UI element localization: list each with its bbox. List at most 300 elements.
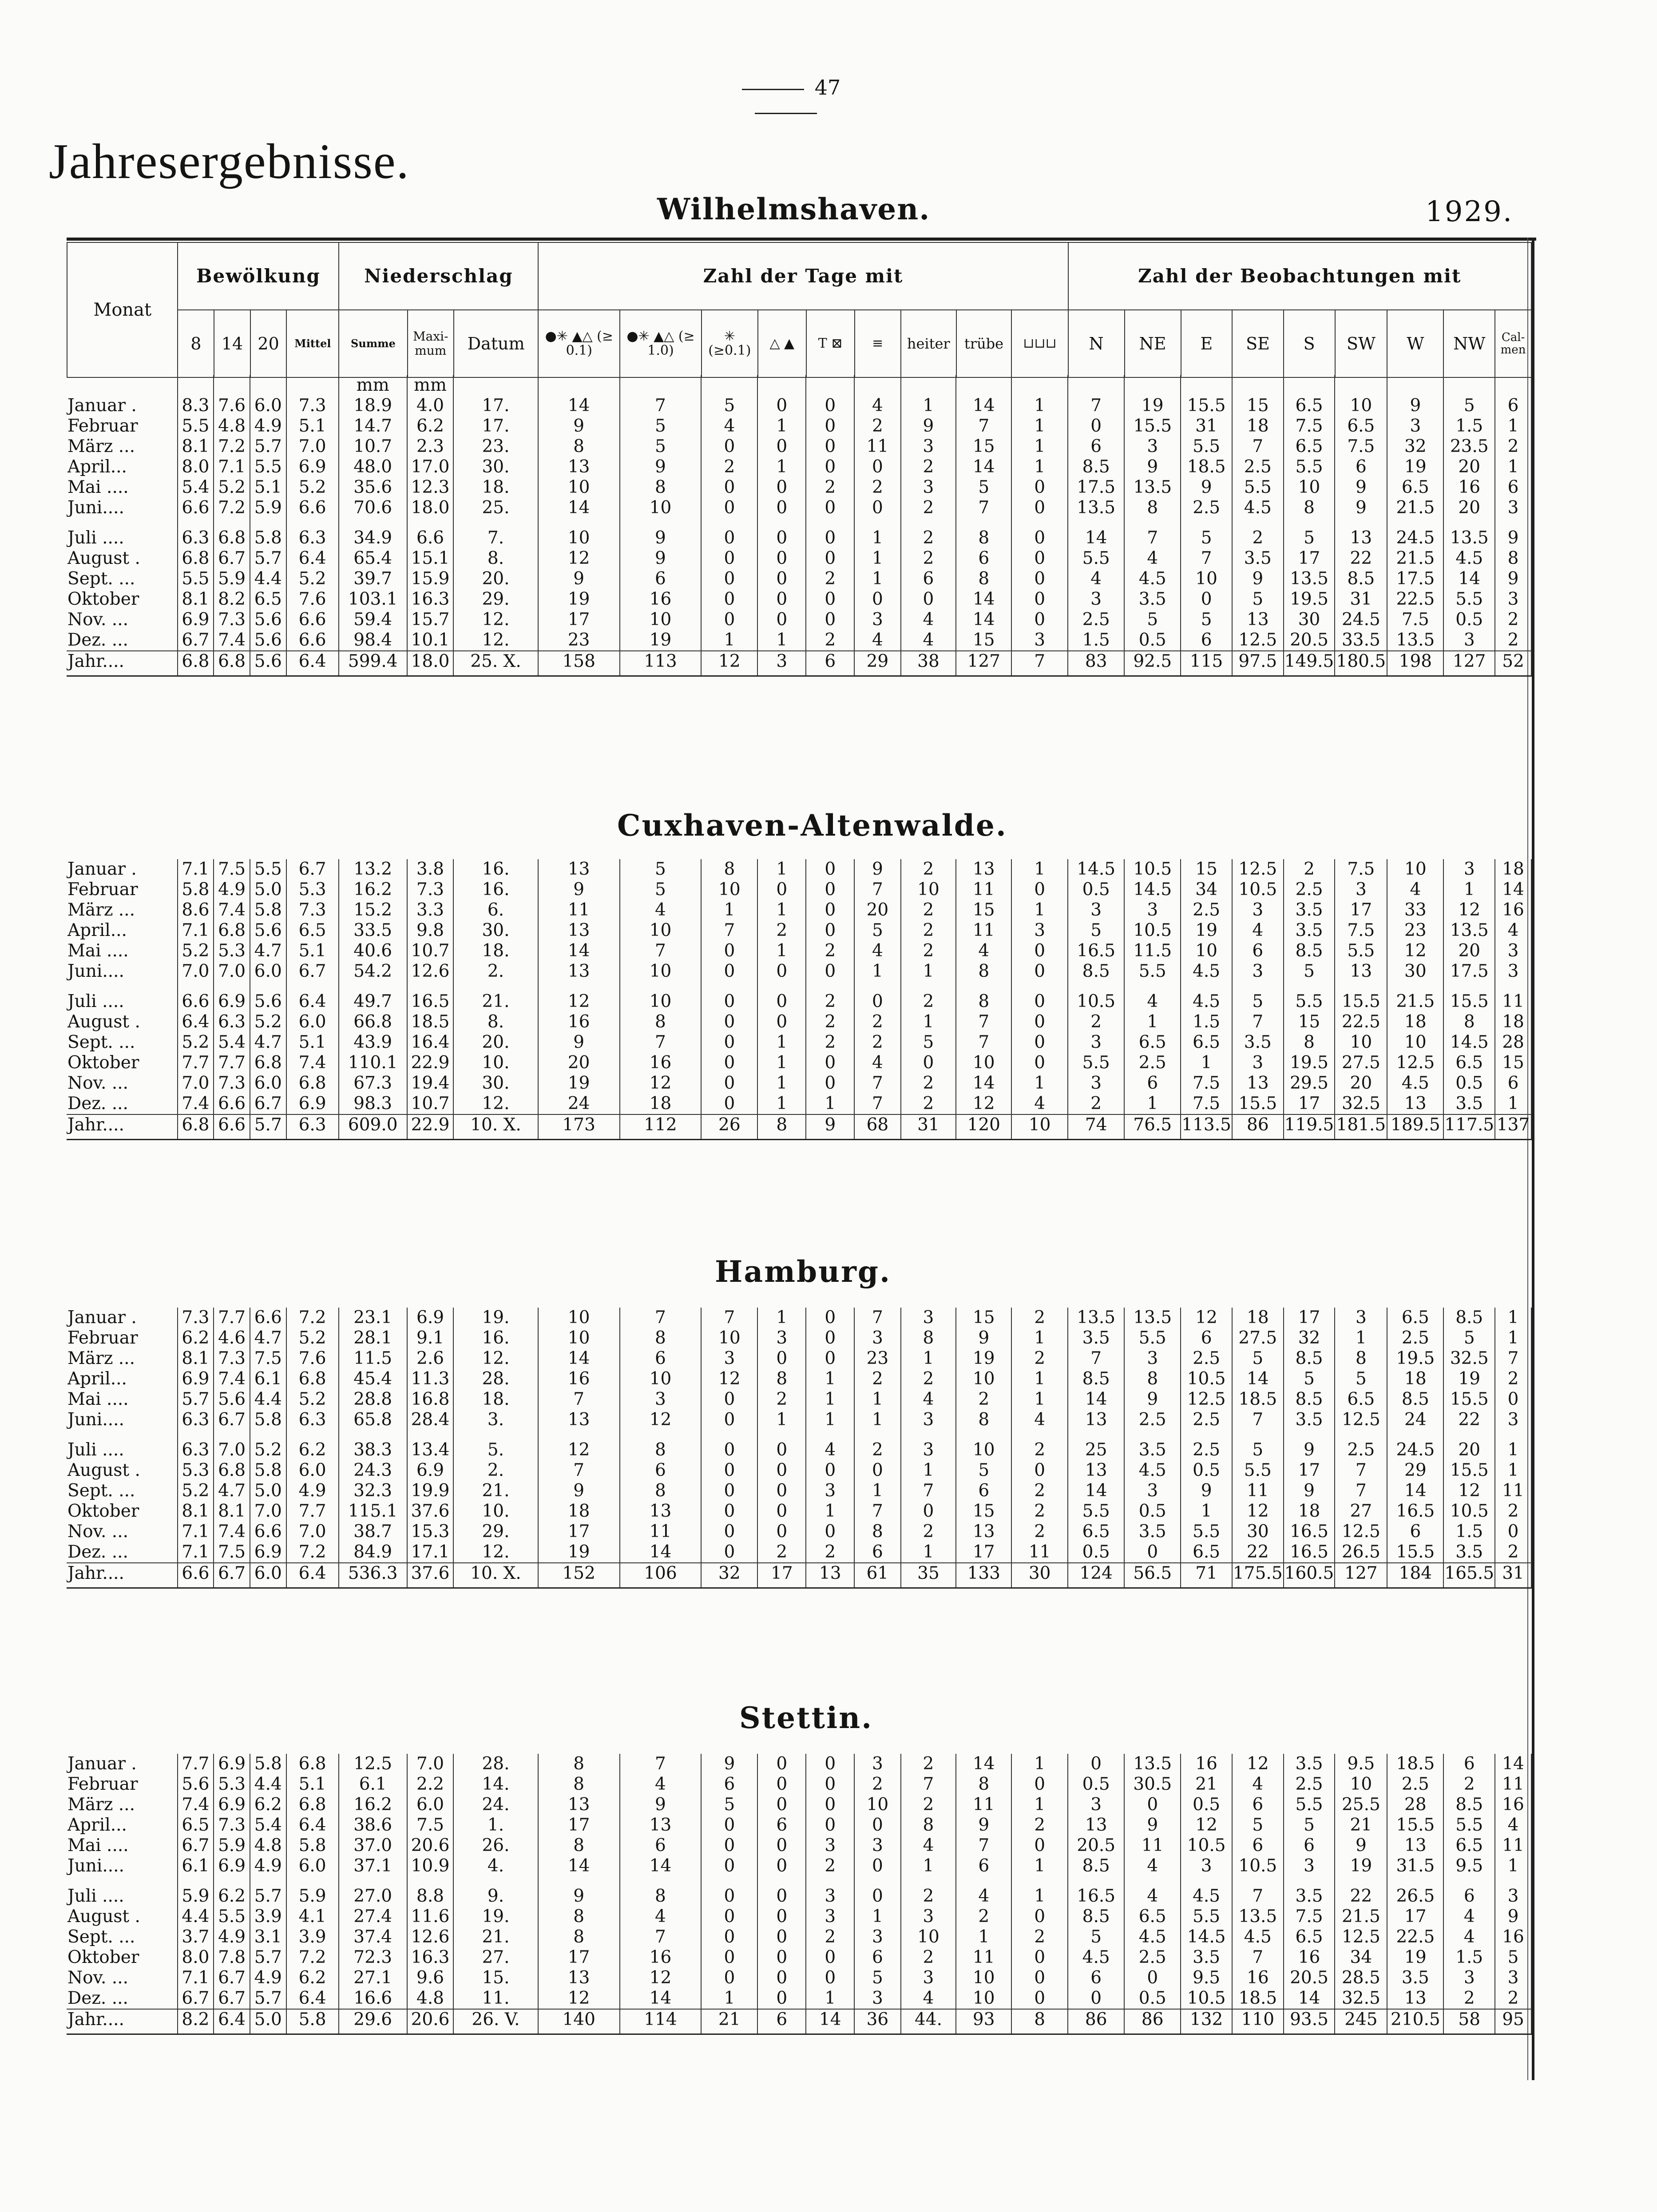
table-cell: 7 bbox=[956, 498, 1011, 518]
table-cell: 5.5 bbox=[178, 416, 214, 436]
table-cell: 0 bbox=[757, 1835, 806, 1856]
table-cell: 2 bbox=[1495, 1988, 1531, 2009]
table-cell: 11 bbox=[1011, 1542, 1068, 1563]
table-cell: 4.7 bbox=[250, 941, 286, 961]
table-cell: 18 bbox=[1284, 1501, 1335, 1522]
table-cell: 4.7 bbox=[250, 1328, 286, 1348]
table-row bbox=[67, 610, 1531, 630]
table-cell: 5 bbox=[1495, 1947, 1531, 1968]
table-cell: 0 bbox=[757, 1947, 806, 1968]
table-cell: 7.7 bbox=[286, 1501, 339, 1522]
table-cell: 4 bbox=[1011, 1094, 1068, 1114]
table-cell: 115.1 bbox=[339, 1501, 407, 1522]
table-cell: 13 bbox=[538, 1968, 620, 1988]
table-cell: 11 bbox=[956, 920, 1011, 941]
table-cell: 4 bbox=[1068, 569, 1124, 589]
table-cell: 2 bbox=[806, 477, 854, 498]
table-cell: 6.5 bbox=[178, 1815, 214, 1835]
table-cell: 7 bbox=[1335, 1460, 1387, 1481]
table-row bbox=[67, 1053, 1531, 1073]
table-cell: 20 bbox=[1443, 1440, 1495, 1460]
table-cell: 11 bbox=[1124, 1835, 1181, 1856]
month-label: Oktober bbox=[67, 589, 178, 610]
table-cell: 27.4 bbox=[339, 1907, 407, 1927]
table-cell: 1 bbox=[701, 630, 757, 651]
table-cell: 1. bbox=[453, 1815, 538, 1835]
month-label: Juli .... bbox=[67, 991, 178, 1012]
table-row bbox=[67, 630, 1531, 651]
table-cell: 5.7 bbox=[250, 1114, 286, 1135]
header-t-heiter: heiter bbox=[901, 310, 956, 377]
table-cell: 25. bbox=[453, 498, 538, 518]
table-cell: 0 bbox=[1011, 1774, 1068, 1795]
month-label: Juli .... bbox=[67, 528, 178, 548]
table-cell: 6.3 bbox=[178, 528, 214, 548]
table-cell: 8 bbox=[538, 1754, 620, 1774]
table-cell: 5 bbox=[1068, 920, 1124, 941]
table-cell: 48.0 bbox=[339, 457, 407, 477]
table-cell: 28.8 bbox=[339, 1389, 407, 1410]
table-cell: 23. bbox=[453, 436, 538, 457]
table-cell: 5.8 bbox=[250, 900, 286, 920]
table-cell: 38 bbox=[901, 651, 956, 672]
month-label: Nov. ... bbox=[67, 610, 178, 630]
table-cell: 12 bbox=[701, 1369, 757, 1389]
table-cell: 6.6 bbox=[178, 1563, 214, 1584]
units-row bbox=[67, 375, 1531, 396]
table-cell: 0 bbox=[854, 1856, 900, 1876]
table-cell: 0.5 bbox=[1068, 880, 1124, 900]
table-cell: 2 bbox=[901, 859, 956, 880]
table-cell: 3 bbox=[620, 1389, 702, 1410]
table-cell: 0 bbox=[701, 528, 757, 548]
table-cell: 14.5 bbox=[1181, 1927, 1232, 1947]
table-cell: 5.7 bbox=[178, 1389, 214, 1410]
table-cell: 5.0 bbox=[250, 1481, 286, 1501]
table-cell: 4.9 bbox=[214, 880, 250, 900]
table-cell: 16.3 bbox=[407, 589, 453, 610]
table-cell: 6.6 bbox=[250, 1522, 286, 1542]
table-cell: 2 bbox=[1011, 1522, 1068, 1542]
table-cell: 3 bbox=[806, 1835, 854, 1856]
table-cell: 1.5 bbox=[1068, 630, 1124, 651]
table-cell: 6.7 bbox=[214, 1563, 250, 1584]
header-w-ne: NE bbox=[1125, 310, 1181, 377]
month-label: Februar bbox=[67, 416, 178, 436]
table-cell: 19.5 bbox=[1284, 1053, 1335, 1073]
table-cell: 5.6 bbox=[250, 651, 286, 672]
header-t-sturm: ⊔⊔⊔ bbox=[1011, 310, 1068, 377]
header-t-niederschlag-10: ●✳ ▲△ (≥ 1.0) bbox=[620, 310, 702, 377]
table-cell: 22 bbox=[1335, 548, 1387, 569]
table-cell: 4 bbox=[901, 630, 956, 651]
table-cell: 0 bbox=[1124, 1795, 1181, 1815]
table-cell: 8 bbox=[956, 569, 1011, 589]
table-cell: 7 bbox=[1495, 1348, 1531, 1369]
table-cell: 0 bbox=[1011, 528, 1068, 548]
table-cell: 8.1 bbox=[214, 1501, 250, 1522]
table-cell: 1 bbox=[854, 528, 900, 548]
table-cell: 1 bbox=[1335, 1328, 1387, 1348]
table-cell: 4 bbox=[806, 1440, 854, 1460]
table-row bbox=[67, 1835, 1531, 1856]
table-cell: 2 bbox=[901, 1795, 956, 1815]
table-cell: 1 bbox=[1495, 1308, 1531, 1328]
month-label: Mai .... bbox=[67, 477, 178, 498]
month-label: August . bbox=[67, 1907, 178, 1927]
table-cell: 3 bbox=[854, 1927, 900, 1947]
table-cell: 13.5 bbox=[1443, 528, 1495, 548]
table-cell: 4 bbox=[1232, 1774, 1284, 1795]
table-cell: 5.5 bbox=[1335, 941, 1387, 961]
page-number bbox=[693, 75, 879, 123]
table-row bbox=[67, 920, 1531, 941]
table-cell: 6.0 bbox=[407, 1795, 453, 1815]
table-cell: 6.5 bbox=[250, 589, 286, 610]
header-w-e: E bbox=[1181, 310, 1233, 377]
table-cell: 6 bbox=[1495, 477, 1531, 498]
table-cell: 5.9 bbox=[286, 1886, 339, 1907]
table-cell: 17 bbox=[1284, 1094, 1335, 1114]
table-cell: 8 bbox=[956, 1774, 1011, 1795]
table-cell: 4.8 bbox=[214, 416, 250, 436]
table-cell: 4 bbox=[1124, 1886, 1181, 1907]
table-cell: 2 bbox=[757, 920, 806, 941]
table-cell: 0 bbox=[757, 436, 806, 457]
table-cell: 27. bbox=[453, 1947, 538, 1968]
table-cell: 12 bbox=[1181, 1308, 1232, 1328]
table-cell: 16.2 bbox=[339, 880, 407, 900]
table-end bbox=[67, 672, 1531, 676]
table-cell: 3.5 bbox=[1124, 1440, 1181, 1460]
annual-row bbox=[67, 651, 1531, 672]
month-label: August . bbox=[67, 548, 178, 569]
table-cell: 3 bbox=[1068, 900, 1124, 920]
table-cell: 5.9 bbox=[250, 498, 286, 518]
table-cell: 2 bbox=[1284, 859, 1335, 880]
table-cell: 20. bbox=[453, 1032, 538, 1053]
table-cell: 7.4 bbox=[286, 1053, 339, 1073]
table-cell: 0 bbox=[806, 1522, 854, 1542]
table-cell: 20.6 bbox=[407, 2009, 453, 2030]
table-cell: 1 bbox=[757, 859, 806, 880]
month-label: Februar bbox=[67, 1774, 178, 1795]
table-cell: 1 bbox=[1495, 457, 1531, 477]
table-cell: 5.5 bbox=[1443, 589, 1495, 610]
table-cell: 2.5 bbox=[1284, 880, 1335, 900]
table-cell: 7.3 bbox=[286, 900, 339, 920]
table-cell: 6.5 bbox=[1068, 1522, 1124, 1542]
table-cell: 0 bbox=[1011, 1835, 1068, 1856]
table-cell: 7.5 bbox=[250, 1348, 286, 1369]
table-cell: 1 bbox=[1495, 1440, 1531, 1460]
table-cell: 5.2 bbox=[286, 1328, 339, 1348]
table-cell: 2 bbox=[1011, 1501, 1068, 1522]
table-cell: 2.5 bbox=[1124, 1947, 1181, 1968]
month-label: Oktober bbox=[67, 1053, 178, 1073]
table-cell: 1 bbox=[1181, 1501, 1232, 1522]
table-cell: 12.5 bbox=[1387, 1053, 1443, 1073]
table-cell: 13.5 bbox=[1068, 498, 1124, 518]
table-cell: 93 bbox=[956, 2009, 1011, 2030]
table-cell: 2 bbox=[1011, 1481, 1068, 1501]
table-cell: 5.6 bbox=[250, 920, 286, 941]
table-cell: 15 bbox=[956, 436, 1011, 457]
table-cell: 10.5 bbox=[1181, 1988, 1232, 2009]
table-cell: 4 bbox=[956, 941, 1011, 961]
table-cell: 6.9 bbox=[178, 610, 214, 630]
table-cell: 0 bbox=[1495, 1522, 1531, 1542]
table-cell: 27.0 bbox=[339, 1886, 407, 1907]
table-cell: 5.8 bbox=[250, 528, 286, 548]
table-cell: 6.5 bbox=[1181, 1032, 1232, 1053]
table-cell: 0 bbox=[757, 610, 806, 630]
table-cell: 0 bbox=[806, 1795, 854, 1815]
table-cell: 9 bbox=[1124, 1389, 1181, 1410]
table-cell: 10 bbox=[620, 991, 702, 1012]
table-row bbox=[67, 477, 1531, 498]
table-cell: 113 bbox=[620, 651, 702, 672]
table-cell: 10 bbox=[538, 477, 620, 498]
table-cell: 6.2 bbox=[250, 1795, 286, 1815]
table-cell: 6.7 bbox=[178, 630, 214, 651]
table-cell: 5 bbox=[620, 436, 702, 457]
table-cell: 1 bbox=[1495, 1094, 1531, 1114]
table-cell: 24.5 bbox=[1335, 610, 1387, 630]
table-row bbox=[67, 1754, 1531, 1774]
table-cell: 0 bbox=[701, 1094, 757, 1114]
table-cell: 93.5 bbox=[1284, 2009, 1335, 2030]
table-cell: 10 bbox=[956, 1440, 1011, 1460]
table-cell: 9 bbox=[620, 457, 702, 477]
table-cell: 1 bbox=[757, 1308, 806, 1328]
table-cell: 7 bbox=[538, 1389, 620, 1410]
table-cell: 149.5 bbox=[1284, 651, 1335, 672]
table-cell: 13 bbox=[956, 1522, 1011, 1542]
table-cell: 11.5 bbox=[339, 1348, 407, 1369]
table-cell: 210.5 bbox=[1387, 2009, 1443, 2030]
table-row bbox=[67, 1927, 1531, 1947]
table-cell: 5 bbox=[1232, 1815, 1284, 1835]
table-cell: 12. bbox=[453, 1094, 538, 1114]
table-cell: 0 bbox=[1011, 1988, 1068, 2009]
header-n-datum: Datum bbox=[454, 310, 539, 377]
table-cell: 7 bbox=[620, 396, 702, 416]
table-cell: 5.1 bbox=[286, 941, 339, 961]
table-cell: 5.5 bbox=[1181, 1522, 1232, 1542]
table-cell: 27.5 bbox=[1335, 1053, 1387, 1073]
table-cell: 8.5 bbox=[1068, 1369, 1124, 1389]
table-cell: 4 bbox=[901, 610, 956, 630]
table-cell: 10 bbox=[854, 1795, 900, 1815]
table-cell: 6.3 bbox=[178, 1440, 214, 1460]
table-cell: 1 bbox=[956, 1927, 1011, 1947]
table-cell: 7.4 bbox=[178, 1795, 214, 1815]
table-cell: 43.9 bbox=[339, 1032, 407, 1053]
table-cell: 8.5 bbox=[1443, 1795, 1495, 1815]
table-row bbox=[67, 1968, 1531, 1988]
table-cell: 2 bbox=[901, 941, 956, 961]
table-cell: 2.5 bbox=[1232, 457, 1284, 477]
table-cell: 12 bbox=[620, 1073, 702, 1094]
table-cell: 6.8 bbox=[178, 548, 214, 569]
table-cell: 8 bbox=[538, 1835, 620, 1856]
table-cell: 24 bbox=[538, 1094, 620, 1114]
table-cell: 2.5 bbox=[1284, 1774, 1335, 1795]
table-cell: 6.7 bbox=[214, 548, 250, 569]
table-row bbox=[67, 1440, 1531, 1460]
table-cell: 13.5 bbox=[1124, 1308, 1181, 1328]
table-cell: 5.9 bbox=[214, 569, 250, 589]
table-cell: 0 bbox=[701, 436, 757, 457]
table-cell: 7.2 bbox=[286, 1542, 339, 1563]
table-cell: 6.8 bbox=[286, 1754, 339, 1774]
table-cell: 6.9 bbox=[407, 1460, 453, 1481]
table-cell: 0 bbox=[1068, 1754, 1124, 1774]
table-cell: 1 bbox=[1495, 1460, 1531, 1481]
table-cell: 9 bbox=[1124, 457, 1181, 477]
table-cell: 1 bbox=[1011, 1328, 1068, 1348]
table-cell: 4.0 bbox=[407, 396, 453, 416]
table-cell: 0 bbox=[1011, 941, 1068, 961]
table-cell: 71 bbox=[1181, 1563, 1232, 1584]
table-cell: 12 bbox=[538, 1988, 620, 2009]
table-cell: 16 bbox=[1495, 1927, 1531, 1947]
table-cell: 9 bbox=[620, 528, 702, 548]
table-cell: 0 bbox=[806, 920, 854, 941]
table-cell: 6 bbox=[620, 569, 702, 589]
table-cell: 5.4 bbox=[178, 477, 214, 498]
table-cell: 113.5 bbox=[1181, 1114, 1232, 1135]
table-cell: 86 bbox=[1124, 2009, 1181, 2030]
table-cell: 21.5 bbox=[1387, 498, 1443, 518]
table-cell: 13.5 bbox=[1284, 569, 1335, 589]
table-cell: 14 bbox=[956, 610, 1011, 630]
annual-row bbox=[67, 1563, 1531, 1584]
table-cell: 8 bbox=[1495, 548, 1531, 569]
table-cell: 3 bbox=[1011, 630, 1068, 651]
table-row bbox=[67, 1522, 1531, 1542]
table-cell: 3.5 bbox=[1284, 1754, 1335, 1774]
table-cell: 17 bbox=[1284, 1460, 1335, 1481]
table-row bbox=[67, 498, 1531, 518]
table-cell: 5.5 bbox=[1181, 1907, 1232, 1927]
table-cell: 5 bbox=[1181, 528, 1232, 548]
table-cell: 83 bbox=[1068, 651, 1124, 672]
table-cell: 14.7 bbox=[339, 416, 407, 436]
table-cell: 27 bbox=[1335, 1501, 1387, 1522]
table-cell: 0 bbox=[701, 1927, 757, 1947]
table-cell: 8. bbox=[453, 548, 538, 569]
table-cell: 103.1 bbox=[339, 589, 407, 610]
table-cell: 7 bbox=[1335, 1481, 1387, 1501]
table-cell: 18.5 bbox=[1387, 1754, 1443, 1774]
table-cell: 2 bbox=[1495, 610, 1531, 630]
table-cell: 22.9 bbox=[407, 1114, 453, 1135]
table-cell: 29 bbox=[854, 651, 900, 672]
table-cell: 16. bbox=[453, 1328, 538, 1348]
table-cell: 10 bbox=[1011, 1114, 1068, 1135]
table-cell: 1 bbox=[1011, 1389, 1068, 1410]
table-cell: 2 bbox=[1495, 1501, 1531, 1522]
table-cell: 0 bbox=[806, 1774, 854, 1795]
table-cell: 23 bbox=[538, 630, 620, 651]
table-cell: 0 bbox=[806, 396, 854, 416]
table-cell: 8 bbox=[620, 477, 702, 498]
table-cell: 5.8 bbox=[250, 1754, 286, 1774]
table-cell: 6.9 bbox=[407, 1308, 453, 1328]
table-cell: 6.4 bbox=[178, 1012, 214, 1032]
table-cell: 2 bbox=[806, 1856, 854, 1876]
table-cell: 0 bbox=[806, 610, 854, 630]
table-cell: 7 bbox=[538, 1460, 620, 1481]
table-cell: 7.0 bbox=[214, 1440, 250, 1460]
table-cell: 2.5 bbox=[1124, 1410, 1181, 1430]
table-cell: 5.8 bbox=[178, 880, 214, 900]
table-cell: 10 bbox=[538, 1328, 620, 1348]
table-cell: 2 bbox=[901, 1094, 956, 1114]
table-cell: 17.5 bbox=[1387, 569, 1443, 589]
table-cell: 4 bbox=[956, 1886, 1011, 1907]
table-cell: 14 bbox=[1068, 1389, 1124, 1410]
table-cell: 5 bbox=[956, 477, 1011, 498]
table-cell: 2.5 bbox=[1335, 1440, 1387, 1460]
month-label: April... bbox=[67, 1369, 178, 1389]
table-cell: 9 bbox=[538, 1032, 620, 1053]
table-cell: 2 bbox=[701, 457, 757, 477]
table-cell: 124 bbox=[1068, 1563, 1124, 1584]
table-cell: 13 bbox=[1232, 610, 1284, 630]
table-cell: 10.5 bbox=[1124, 920, 1181, 941]
table-cell: 5.8 bbox=[250, 1410, 286, 1430]
table-cell: 0 bbox=[806, 1815, 854, 1835]
table-cell: 5.5 bbox=[1181, 436, 1232, 457]
table-cell: 45.4 bbox=[339, 1369, 407, 1389]
table-cell: 152 bbox=[538, 1563, 620, 1584]
table-cell: 95 bbox=[1495, 2009, 1531, 2030]
table-cell: 37.1 bbox=[339, 1856, 407, 1876]
table-cell: 8 bbox=[538, 1774, 620, 1795]
table-cell: 0 bbox=[1124, 1968, 1181, 1988]
table-cell: 2 bbox=[1443, 1774, 1495, 1795]
table-cell: 5.5 bbox=[1124, 1328, 1181, 1348]
table-cell: 7 bbox=[854, 1094, 900, 1114]
table-cell: 10 bbox=[1181, 569, 1232, 589]
table-cell: 10 bbox=[538, 528, 620, 548]
table-cell: 1 bbox=[1495, 1856, 1531, 1876]
table-cell: 2 bbox=[806, 1012, 854, 1032]
table-cell: 0 bbox=[1011, 569, 1068, 589]
table-cell: 2.5 bbox=[1068, 610, 1124, 630]
table-cell: 13 bbox=[806, 1563, 854, 1584]
table-cell: 2 bbox=[806, 569, 854, 589]
table-cell: 11 bbox=[956, 1795, 1011, 1815]
table-cell: 11 bbox=[620, 1522, 702, 1542]
table-row bbox=[67, 457, 1531, 477]
month-label: März ... bbox=[67, 436, 178, 457]
table-cell: 7.2 bbox=[214, 498, 250, 518]
table-cell: 2 bbox=[806, 1032, 854, 1053]
table-cell: 5.0 bbox=[250, 880, 286, 900]
table-cell: 2.5 bbox=[1124, 1053, 1181, 1073]
table-cell: 9 bbox=[620, 1795, 702, 1815]
table-cell: 0 bbox=[701, 610, 757, 630]
table-cell: 4.4 bbox=[178, 1907, 214, 1927]
table-cell: 9 bbox=[1387, 396, 1443, 416]
table-cell: 10 bbox=[620, 961, 702, 982]
table-cell: 117.5 bbox=[1443, 1114, 1495, 1135]
table-cell: 18 bbox=[538, 1501, 620, 1522]
